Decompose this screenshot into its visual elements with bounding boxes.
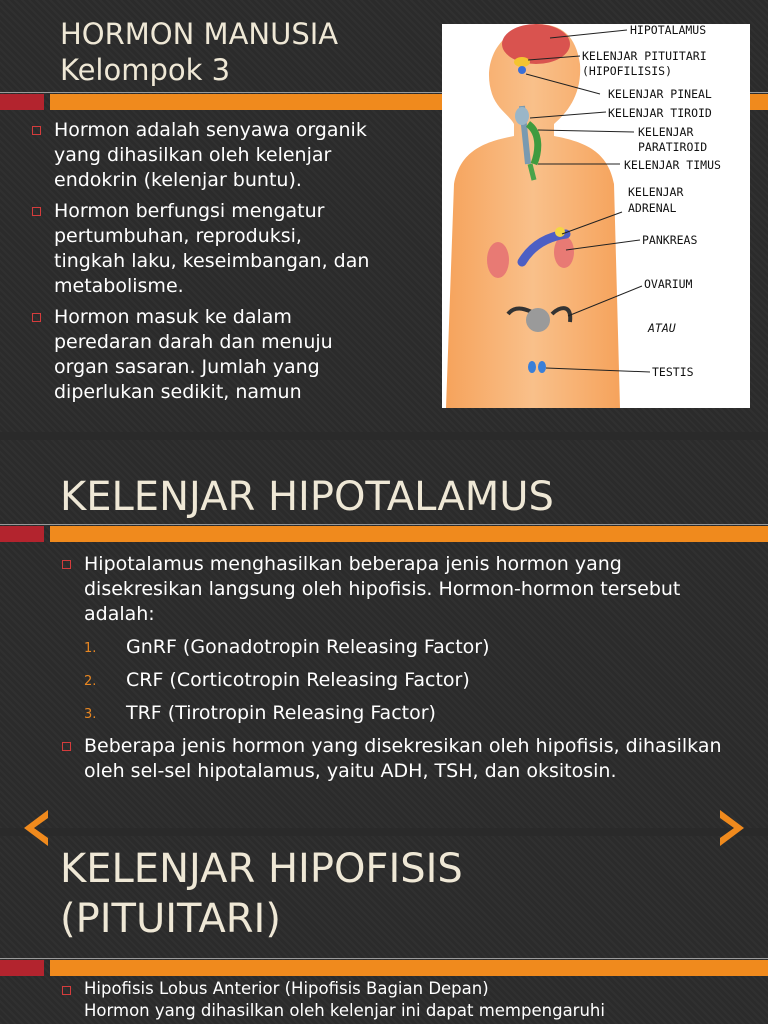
prev-slide-button[interactable] xyxy=(18,808,58,848)
slide2-title: KELENJAR HIPOTALAMUS xyxy=(60,474,554,520)
slide-kelenjar-hipofisis xyxy=(0,836,768,1024)
chevron-right-icon xyxy=(710,808,750,848)
label-paratiroid-2: PARATIROID xyxy=(638,140,708,154)
slide2-bullet-list xyxy=(60,552,730,790)
label-tiroid: KELENJAR TIROID xyxy=(608,106,712,120)
slide3-title-line2: (PITUITARI) xyxy=(60,896,281,942)
slide1-bullet-1: Hormon adalah senyawa organik yang dihasilkan oleh kelenjar endokrin (kelenjar buntu). xyxy=(30,118,370,193)
slide1-title-line1: HORMON MANUSIA xyxy=(60,17,339,51)
slide3-title-line1: KELENJAR HIPOFISIS xyxy=(60,846,463,892)
slide2-divider xyxy=(0,524,768,544)
slide1-bullet-2: Hormon berfungsi mengatur pertumbuhan, reproduksi, tingkah laku, keseimbangan, dan metabolisme. xyxy=(30,199,370,299)
next-slide-button[interactable] xyxy=(710,808,750,848)
list-item xyxy=(84,635,730,660)
slide2-bullet-1-text: Hipotalamus menghasilkan beberapa jenis hormon yang disekresikan langsung oleh hipofisis. Hormon-hormon tersebut adalah: xyxy=(84,553,681,625)
label-ovarium: OVARIUM xyxy=(644,277,693,291)
slide3-bullet-1-line2: Hormon yang dihasilkan oleh kelenjar ini dapat mempengaruhi xyxy=(84,1001,605,1020)
label-pituitari-2: (HIPOFILISIS) xyxy=(582,64,673,78)
list-text: GnRF (Gonadotropin Releasing Factor) xyxy=(126,636,490,658)
slide-kelenjar-hipotalamus xyxy=(0,440,768,828)
slide2-bullet-1 xyxy=(60,552,730,726)
slide3-title xyxy=(60,844,463,944)
label-testis: TESTIS xyxy=(652,365,694,379)
label-pituitari-1: KELENJAR PITUITARI xyxy=(582,49,707,63)
slide2-numbered-list xyxy=(84,635,730,726)
list-number: 1. xyxy=(84,641,97,656)
slide1-bullet-list xyxy=(30,118,370,411)
label-adrenal-2: ADRENAL xyxy=(628,201,677,215)
slide1-title-line2: Kelompok 3 xyxy=(60,53,231,87)
list-text: CRF (Corticotropin Releasing Factor) xyxy=(126,669,470,691)
list-number: 2. xyxy=(84,674,97,689)
label-pankreas: PANKREAS xyxy=(642,233,698,247)
slide1-bullet-3: Hormon masuk ke dalam peredaran darah dan menuju organ sasaran. Jumlah yang diperlukan sedikit, namun xyxy=(30,305,370,405)
label-timus: KELENJAR TIMUS xyxy=(624,158,721,172)
list-item xyxy=(84,668,730,693)
label-pineal: KELENJAR PINEAL xyxy=(608,87,712,101)
slide3-divider xyxy=(0,958,768,978)
label-paratiroid-1: KELENJAR xyxy=(638,125,694,139)
chevron-left-icon xyxy=(18,808,58,848)
slide3-bullet-1-line1: Hipofisis Lobus Anterior (Hipofisis Bagian Depan) xyxy=(84,979,489,998)
slide3-bullet-1 xyxy=(60,978,750,1022)
label-atau: ATAU xyxy=(648,321,676,335)
label-adrenal-1: KELENJAR xyxy=(628,185,684,199)
list-number: 3. xyxy=(84,707,97,722)
endocrine-diagram xyxy=(442,24,750,408)
list-text: TRF (Tirotropin Releasing Factor) xyxy=(126,702,436,724)
slide1-title xyxy=(60,16,338,88)
slide-hormon-manusia xyxy=(0,0,768,432)
slide2-bullet-2: Beberapa jenis hormon yang disekresikan oleh hipofisis, dihasilkan oleh sel-sel hipotalamus, yaitu ADH, TSH, dan oksitosin. xyxy=(60,734,730,784)
list-item xyxy=(84,701,730,726)
slide3-bullet-list xyxy=(60,978,750,1024)
label-hipotalamus: HIPOTALAMUS xyxy=(630,24,707,37)
